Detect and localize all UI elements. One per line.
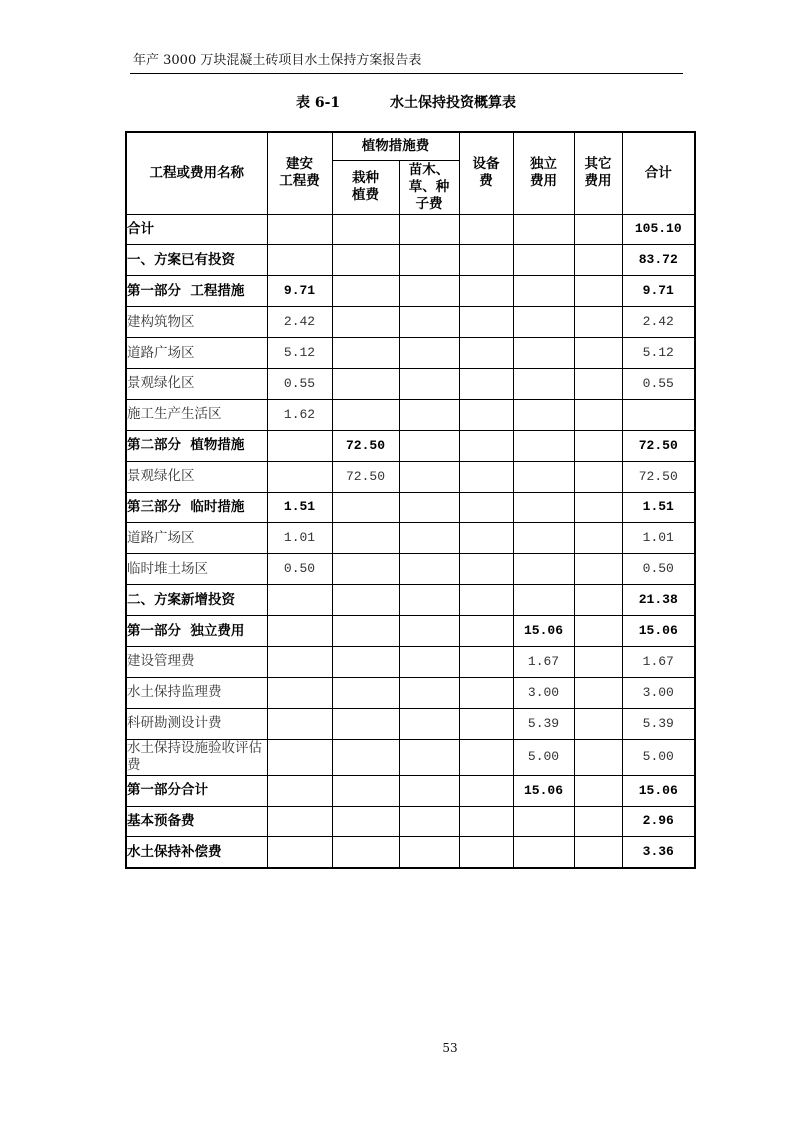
cell-seedling-cost: [399, 430, 459, 461]
cell-planting-cost: [332, 616, 399, 647]
cell-independent-cost: [513, 806, 574, 837]
cell-other-cost: [574, 708, 622, 739]
cell-total-cost: 1.01: [622, 523, 695, 554]
cell-planting-cost: [332, 739, 399, 775]
cell-construction-cost: [267, 806, 332, 837]
cell-construction-cost: [267, 677, 332, 708]
cell-seedling-cost: [399, 338, 459, 369]
cell-seedling-cost: [399, 837, 459, 868]
table-row: [126, 430, 695, 461]
cell-equipment-cost: [459, 430, 513, 461]
cell-item-name: 第二部分 植物措施: [126, 430, 267, 461]
cell-other-cost: [574, 585, 622, 616]
cell-total-cost: 5.39: [622, 708, 695, 739]
cell-construction-cost: [267, 245, 332, 276]
cell-item-name: 第一部分 独立费用: [126, 616, 267, 647]
cell-item-name: 一、方案已有投资: [126, 245, 267, 276]
header-construction-cost: 建安 工程费: [267, 132, 332, 214]
cell-planting-cost: [332, 399, 399, 430]
cell-seedling-cost: [399, 368, 459, 399]
cell-planting-cost: [332, 307, 399, 338]
cell-construction-cost: [267, 585, 332, 616]
cell-total-cost: [622, 399, 695, 430]
cell-equipment-cost: [459, 214, 513, 245]
cell-independent-cost: [513, 492, 574, 523]
cell-equipment-cost: [459, 307, 513, 338]
cell-item-name: 二、方案新增投资: [126, 585, 267, 616]
cell-planting-cost: [332, 677, 399, 708]
cell-item-name: 科研勘测设计费: [126, 708, 267, 739]
table-row: [126, 554, 695, 585]
cell-total-cost: 0.50: [622, 554, 695, 585]
table-row: [126, 616, 695, 647]
table-row: [126, 492, 695, 523]
cell-independent-cost: [513, 214, 574, 245]
cell-other-cost: [574, 775, 622, 806]
cell-seedling-cost: [399, 461, 459, 492]
cell-item-name: 第一部分合计: [126, 775, 267, 806]
cell-construction-cost: 1.01: [267, 523, 332, 554]
cell-seedling-cost: [399, 554, 459, 585]
cell-independent-cost: 1.67: [513, 646, 574, 677]
cell-item-name: 景观绿化区: [126, 461, 267, 492]
cell-planting-cost: [332, 585, 399, 616]
table-number: 表 6-1: [296, 95, 341, 111]
cell-other-cost: [574, 554, 622, 585]
cell-equipment-cost: [459, 708, 513, 739]
cell-item-name: 景观绿化区: [126, 368, 267, 399]
cell-item-name: 第一部分 工程措施: [126, 276, 267, 307]
cell-construction-cost: 5.12: [267, 338, 332, 369]
cell-equipment-cost: [459, 554, 513, 585]
cell-other-cost: [574, 677, 622, 708]
cell-independent-cost: [513, 430, 574, 461]
cell-item-name: 建设管理费: [126, 646, 267, 677]
cell-independent-cost: 15.06: [513, 616, 574, 647]
table-header: [126, 132, 695, 214]
cell-total-cost: 2.96: [622, 806, 695, 837]
cell-total-cost: 21.38: [622, 585, 695, 616]
cell-independent-cost: [513, 523, 574, 554]
cell-construction-cost: [267, 646, 332, 677]
cell-other-cost: [574, 368, 622, 399]
cell-seedling-cost: [399, 616, 459, 647]
cell-total-cost: 1.67: [622, 646, 695, 677]
table-row: [126, 276, 695, 307]
cell-seedling-cost: [399, 523, 459, 554]
cell-independent-cost: [513, 368, 574, 399]
cell-equipment-cost: [459, 677, 513, 708]
cell-equipment-cost: [459, 461, 513, 492]
cell-independent-cost: [513, 554, 574, 585]
cell-construction-cost: 0.50: [267, 554, 332, 585]
cell-other-cost: [574, 399, 622, 430]
cell-seedling-cost: [399, 775, 459, 806]
cell-seedling-cost: [399, 276, 459, 307]
cell-planting-cost: [332, 214, 399, 245]
header-item-name: 工程或费用名称: [126, 132, 267, 214]
cell-item-name: 第三部分 临时措施: [126, 492, 267, 523]
cell-construction-cost: 1.51: [267, 492, 332, 523]
cell-seedling-cost: [399, 307, 459, 338]
cell-equipment-cost: [459, 806, 513, 837]
cell-seedling-cost: [399, 399, 459, 430]
cell-construction-cost: [267, 837, 332, 868]
cell-seedling-cost: [399, 806, 459, 837]
cell-seedling-cost: [399, 739, 459, 775]
cell-planting-cost: [332, 368, 399, 399]
cell-independent-cost: [513, 461, 574, 492]
cell-independent-cost: [513, 399, 574, 430]
cell-item-name: 道路广场区: [126, 523, 267, 554]
cell-construction-cost: [267, 430, 332, 461]
cell-equipment-cost: [459, 837, 513, 868]
cell-other-cost: [574, 616, 622, 647]
table-row: [126, 368, 695, 399]
cell-construction-cost: 1.62: [267, 399, 332, 430]
cell-construction-cost: 9.71: [267, 276, 332, 307]
cell-other-cost: [574, 338, 622, 369]
cell-independent-cost: 5.00: [513, 739, 574, 775]
cell-seedling-cost: [399, 677, 459, 708]
table-body: [126, 214, 695, 868]
table-row: [126, 775, 695, 806]
cell-total-cost: 105.10: [622, 214, 695, 245]
header-equipment-cost: 设备 费: [459, 132, 513, 214]
header-plant-measures: 植物措施费: [332, 132, 459, 160]
cell-construction-cost: [267, 461, 332, 492]
cell-planting-cost: [332, 492, 399, 523]
table-title: 水土保持投资概算表: [390, 95, 516, 111]
cell-independent-cost: [513, 276, 574, 307]
table-row: [126, 338, 695, 369]
table-row: [126, 214, 695, 245]
header-row: [126, 132, 695, 160]
cell-planting-cost: [332, 775, 399, 806]
cell-independent-cost: [513, 307, 574, 338]
cell-total-cost: 1.51: [622, 492, 695, 523]
cell-other-cost: [574, 307, 622, 338]
cell-total-cost: 3.00: [622, 677, 695, 708]
cell-total-cost: 83.72: [622, 245, 695, 276]
cell-seedling-cost: [399, 708, 459, 739]
cell-planting-cost: [332, 523, 399, 554]
cell-total-cost: 3.36: [622, 837, 695, 868]
cell-other-cost: [574, 430, 622, 461]
table-row: [126, 646, 695, 677]
header-total: 合计: [622, 132, 695, 214]
cell-equipment-cost: [459, 616, 513, 647]
cell-equipment-cost: [459, 523, 513, 554]
cell-equipment-cost: [459, 338, 513, 369]
cell-other-cost: [574, 837, 622, 868]
cell-planting-cost: [332, 554, 399, 585]
cell-construction-cost: [267, 739, 332, 775]
cell-equipment-cost: [459, 739, 513, 775]
cell-total-cost: 0.55: [622, 368, 695, 399]
table-row: [126, 307, 695, 338]
cell-other-cost: [574, 646, 622, 677]
table-row: [126, 523, 695, 554]
cell-total-cost: 5.00: [622, 739, 695, 775]
cell-equipment-cost: [459, 368, 513, 399]
header-rule: [130, 73, 683, 74]
cell-equipment-cost: [459, 245, 513, 276]
cell-item-name: 水土保持设施验收评估费: [126, 739, 267, 775]
cell-equipment-cost: [459, 492, 513, 523]
table-row: [126, 739, 695, 775]
cell-other-cost: [574, 245, 622, 276]
cell-total-cost: 9.71: [622, 276, 695, 307]
cell-seedling-cost: [399, 245, 459, 276]
cell-other-cost: [574, 806, 622, 837]
table-row: [126, 708, 695, 739]
cell-other-cost: [574, 276, 622, 307]
cell-construction-cost: [267, 775, 332, 806]
cell-independent-cost: 5.39: [513, 708, 574, 739]
cell-total-cost: 2.42: [622, 307, 695, 338]
cell-seedling-cost: [399, 492, 459, 523]
cell-item-name: 施工生产生活区: [126, 399, 267, 430]
cell-construction-cost: [267, 616, 332, 647]
header-other-cost: 其它 费用: [574, 132, 622, 214]
cell-planting-cost: [332, 245, 399, 276]
cell-equipment-cost: [459, 276, 513, 307]
cell-other-cost: [574, 492, 622, 523]
cell-seedling-cost: [399, 214, 459, 245]
cell-item-name: 基本预备费: [126, 806, 267, 837]
cell-construction-cost: [267, 708, 332, 739]
cell-other-cost: [574, 739, 622, 775]
cell-independent-cost: [513, 837, 574, 868]
cell-construction-cost: [267, 214, 332, 245]
cell-item-name: 临时堆土场区: [126, 554, 267, 585]
table-row: [126, 677, 695, 708]
table-row: [126, 245, 695, 276]
cell-independent-cost: 15.06: [513, 775, 574, 806]
header-independent-cost: 独立 费用: [513, 132, 574, 214]
cell-item-name: 道路广场区: [126, 338, 267, 369]
page-number: 53: [442, 1041, 458, 1055]
cell-planting-cost: [332, 708, 399, 739]
header-seedling-cost: 苗木、 草、种 子费: [399, 160, 459, 214]
table-row: [126, 585, 695, 616]
cell-total-cost: 72.50: [622, 430, 695, 461]
cell-planting-cost: [332, 837, 399, 868]
cell-planting-cost: 72.50: [332, 461, 399, 492]
cell-independent-cost: 3.00: [513, 677, 574, 708]
cell-planting-cost: [332, 338, 399, 369]
cell-seedling-cost: [399, 646, 459, 677]
cell-other-cost: [574, 461, 622, 492]
cell-seedling-cost: [399, 585, 459, 616]
budget-table: [125, 131, 696, 869]
cell-total-cost: 5.12: [622, 338, 695, 369]
cell-other-cost: [574, 214, 622, 245]
cell-independent-cost: [513, 245, 574, 276]
cell-construction-cost: 0.55: [267, 368, 332, 399]
cell-planting-cost: [332, 276, 399, 307]
cell-equipment-cost: [459, 775, 513, 806]
cell-equipment-cost: [459, 585, 513, 616]
page-header-title: 年产 3000 万块混凝土砖项目水土保持方案报告表: [133, 53, 422, 68]
cell-independent-cost: [513, 585, 574, 616]
table-row: [126, 399, 695, 430]
cell-total-cost: 72.50: [622, 461, 695, 492]
cell-construction-cost: 2.42: [267, 307, 332, 338]
cell-planting-cost: [332, 806, 399, 837]
table-row: [126, 837, 695, 868]
cell-planting-cost: 72.50: [332, 430, 399, 461]
cell-item-name: 水土保持补偿费: [126, 837, 267, 868]
cell-other-cost: [574, 523, 622, 554]
cell-independent-cost: [513, 338, 574, 369]
cell-total-cost: 15.06: [622, 775, 695, 806]
cell-item-name: 水土保持监理费: [126, 677, 267, 708]
cell-equipment-cost: [459, 646, 513, 677]
table-row: [126, 806, 695, 837]
table-row: [126, 461, 695, 492]
cell-item-name: 合计: [126, 214, 267, 245]
cell-planting-cost: [332, 646, 399, 677]
header-planting-cost: 栽种 植费: [332, 160, 399, 214]
cell-equipment-cost: [459, 399, 513, 430]
cell-item-name: 建构筑物区: [126, 307, 267, 338]
cell-total-cost: 15.06: [622, 616, 695, 647]
